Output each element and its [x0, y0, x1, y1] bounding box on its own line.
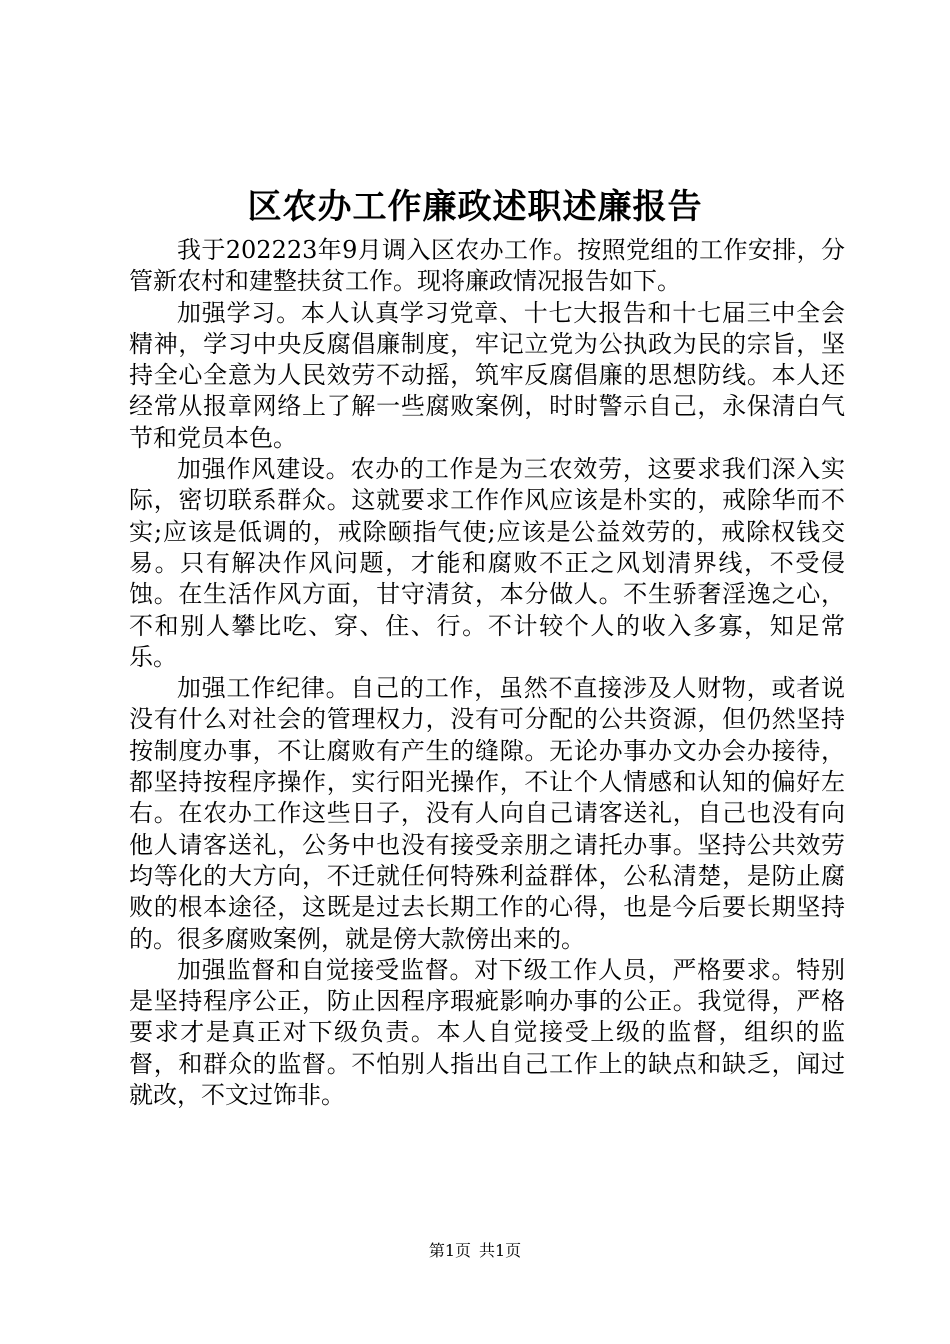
page-total: 共1页: [479, 1241, 522, 1260]
document-title: 区农办工作廉政述职述廉报告: [247, 187, 703, 227]
paragraph-intro: 我于202223年9月调入区农办工作。按照党组的工作安排，分管新农村和建整扶贫工作。现将廉政情况报告如下。: [129, 236, 845, 296]
document-body: [129, 235, 845, 1111]
paragraph-discipline: 加强工作纪律。自己的工作，虽然不直接涉及人财物，或者说没有什么对社会的管理权力，没有可分配的公共资源，但仍然坚持按制度办事，不让腐败有产生的缝隙。无论办事办文办会办接待，都坚持按程序操作，实行阳光操作，不让个人情感和认知的偏好左右。在农办工作这些日子，没有人向自己请客送礼，自己也没有向他人请客送礼，公务中也没有接受亲朋之请托办事。坚持公共效劳均等化的大方向，不迁就任何特殊利益群体，公私清楚，是防止腐败的根本途径，这既是过去长期工作的心得，也是今后要长期坚持的。很多腐败案例，就是傍大款傍出来的。: [129, 674, 845, 953]
paragraph-work-style: 加强作风建设。农办的工作是为三农效劳，这要求我们深入实际，密切联系群众。这就要求工作作风应该是朴实的，戒除华而不实;应该是低调的，戒除颐指气使;应该是公益效劳的，戒除权钱交易。只有解决作风问题，才能和腐败不正之风划清界线，不受侵蚀。在生活作风方面，甘守清贫，本分做人。不生骄奢淫逸之心，不和别人攀比吃、穿、住、行。不计较个人的收入多寡，知足常乐。: [129, 455, 845, 671]
paragraph-study: 加强学习。本人认真学习党章、十七大报告和十七届三中全会精神，学习中央反腐倡廉制度，牢记立党为公执政为民的宗旨，坚持全心全意为人民效劳不动摇，筑牢反腐倡廉的思想防线。本人还经常从报章网络上了解一些腐败案例，时时警示自己，永保清白气节和党员本色。: [129, 298, 845, 452]
page-number: 第1页: [428, 1241, 471, 1260]
paragraph-supervision: 加强监督和自觉接受监督。对下级工作人员，严格要求。特别是坚持程序公正，防止因程序瑕疵影响办事的公正。我觉得，严格要求才是真正对下级负责。本人自觉接受上级的监督，组织的监督，和群众的监督。不怕别人指出自己工作上的缺点和缺乏，闻过就改，不文过饰非。: [129, 955, 845, 1110]
page-footer: [0, 1240, 950, 1262]
